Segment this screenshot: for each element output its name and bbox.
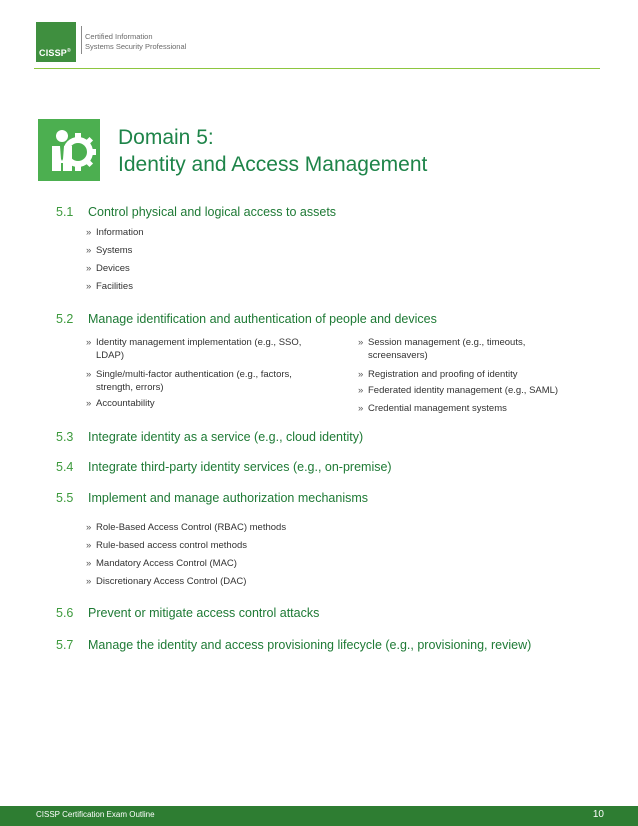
- list-item: » Mandatory Access Control (MAC): [86, 558, 237, 569]
- section-title: Integrate third-party identity services (e.g., on-premise): [88, 460, 392, 474]
- section-number: 5.7: [56, 638, 74, 652]
- cissp-logo: [36, 22, 76, 62]
- section-title: Integrate identity as a service (e.g., cloud identity): [88, 430, 364, 444]
- section-5-4: [56, 460, 616, 478]
- domain-title-line1: Domain 5:: [118, 126, 214, 149]
- section-title: Implement and manage authorization mechanisms: [88, 491, 369, 505]
- section-5-3: [56, 430, 616, 448]
- section-5-7: [56, 638, 616, 656]
- footer: [0, 806, 638, 826]
- person-gear-icon: [38, 119, 100, 181]
- page-number: 10: [592, 809, 604, 820]
- list-item: » Discretionary Access Control (DAC): [86, 576, 247, 587]
- list-item: » Information: [86, 227, 144, 238]
- logo-text: CISSP®: [39, 48, 71, 58]
- footer-document-title: CISSP Certification Exam Outline: [36, 810, 155, 819]
- section-title: Prevent or mitigate access control attacks: [88, 606, 320, 620]
- section-number: 5.3: [56, 430, 74, 444]
- domain-title-line2: Identity and Access Management: [118, 153, 428, 176]
- domain-title: [118, 124, 427, 178]
- list-item: » Registration and proofing of identity: [358, 369, 518, 380]
- section-number: 5.2: [56, 312, 74, 326]
- list-item: » Identity management implementation (e.g., SSO, LDAP): [86, 337, 302, 361]
- section-title: Manage identification and authentication of people and devices: [88, 312, 437, 326]
- section-number: 5.5: [56, 491, 74, 505]
- list-item: » Role-Based Access Control (RBAC) methods: [86, 522, 287, 533]
- logo-subtitle-line2: Systems Security Professional: [85, 42, 187, 51]
- section-title: Control physical and logical access to assets: [88, 205, 337, 219]
- list-item: » Devices: [86, 263, 130, 274]
- section-5-2: [56, 312, 616, 414]
- list-item: » Single/multi-factor authentication (e.g., factors, strength, errors): [86, 369, 292, 393]
- list-item: » Systems: [86, 245, 133, 256]
- list-item: » Rule-based access control methods: [86, 540, 248, 551]
- section-5-1: [56, 205, 616, 292]
- section-number: 5.4: [56, 460, 74, 474]
- list-item: » Session management (e.g., timeouts, screensavers): [358, 337, 526, 361]
- section-number: 5.1: [56, 205, 74, 219]
- list-item: » Accountability: [86, 398, 155, 409]
- logo-divider: [81, 26, 82, 54]
- logo-subtitle-line1: Certified Information: [85, 32, 153, 41]
- header-divider: [34, 68, 600, 69]
- header: [36, 22, 600, 68]
- section-title: Manage the identity and access provisioning lifecycle (e.g., provisioning, review): [88, 638, 532, 652]
- section-number: 5.6: [56, 606, 74, 620]
- section-5-6: [56, 606, 616, 624]
- list-item: » Credential management systems: [358, 403, 507, 414]
- section-5-5: [56, 491, 616, 587]
- list-item: » Federated identity management (e.g., SAML): [358, 385, 559, 396]
- list-item: » Facilities: [86, 281, 133, 292]
